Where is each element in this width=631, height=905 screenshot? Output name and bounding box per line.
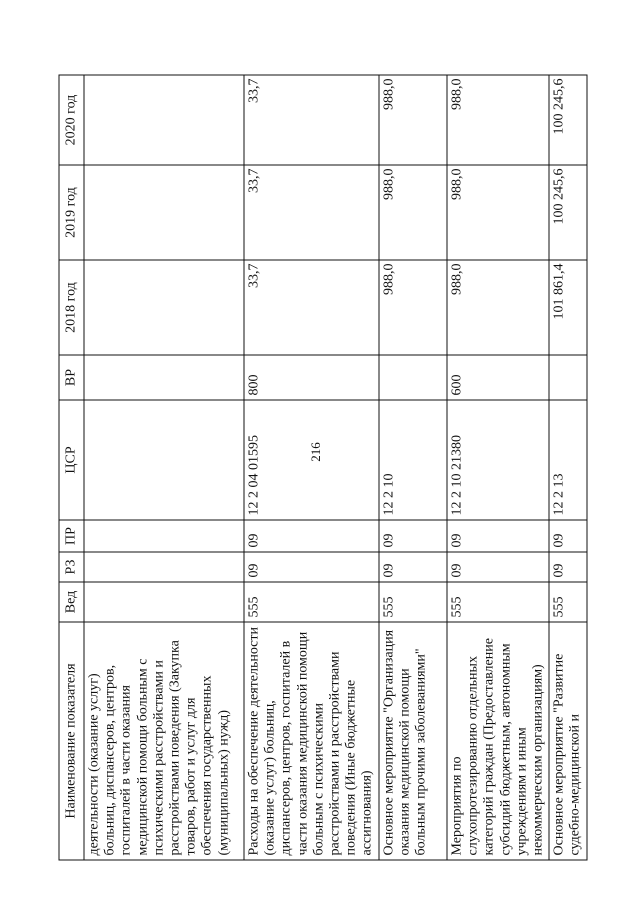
- row-2019: 100 245,6: [549, 165, 586, 260]
- row-vr: [84, 355, 244, 400]
- row-vr: 800: [244, 355, 379, 400]
- row-rz: 09: [549, 552, 586, 582]
- row-2019: 988,0: [379, 165, 447, 260]
- row-name: деятельности (оказание услуг) больниц, диспансеров, центров, госпиталей в части оказания медицинской помощи больным с психическими расстройствами и расстройствами поведения (Закупка товаров, работ и услуг для обеспечения государственных (муниципальных) нужд): [84, 622, 244, 860]
- header-2020: 2020 год: [59, 75, 84, 165]
- row-name: Основное мероприятие "Развитие судебно-медицинской и: [549, 622, 586, 860]
- row-2020: 988,0: [379, 75, 447, 165]
- header-rz: РЗ: [59, 552, 84, 582]
- row-2018: 988,0: [447, 260, 549, 355]
- row-pr: 09: [379, 520, 447, 552]
- row-2019: 988,0: [447, 165, 549, 260]
- header-csr: ЦСР: [59, 400, 84, 520]
- row-2020: 988,0: [447, 75, 549, 165]
- table-header-row: [59, 75, 84, 860]
- row-csr: 12 2 13: [549, 400, 586, 520]
- row-ved: 555: [379, 582, 447, 622]
- budget-table-page: [59, 76, 583, 861]
- row-ved: 555: [549, 582, 586, 622]
- row-2018: 101 861,4: [549, 260, 586, 355]
- row-csr: 12 2 10 21380: [447, 400, 549, 520]
- row-rz: [84, 552, 244, 582]
- budget-table: [59, 75, 588, 861]
- row-2018: 33,7: [244, 260, 379, 355]
- row-2018: [84, 260, 244, 355]
- row-pr: 09: [549, 520, 586, 552]
- table-row: [549, 75, 586, 860]
- header-pr: ПР: [59, 520, 84, 552]
- row-2020: [84, 75, 244, 165]
- row-rz: 09: [244, 552, 379, 582]
- row-csr: [84, 400, 244, 520]
- table-row: [244, 75, 379, 860]
- row-2018: 988,0: [379, 260, 447, 355]
- row-csr: 12 2 04 01595: [244, 400, 379, 520]
- row-name: Расходы на обеспечение деятельности (оказание услуг) больниц, диспансеров, центров, госпиталей в части оказания медицинской помощи больным с психическими расстройствами и расстройствами поведения (Иные бюджетные ассигнования): [244, 622, 379, 860]
- row-2020: 100 245,6: [549, 75, 586, 165]
- row-rz: 09: [447, 552, 549, 582]
- header-2019: 2019 год: [59, 165, 84, 260]
- row-ved: 555: [244, 582, 379, 622]
- row-2019: 33,7: [244, 165, 379, 260]
- row-vr: 600: [447, 355, 549, 400]
- row-rz: 09: [379, 552, 447, 582]
- table-row: [447, 75, 549, 860]
- row-ved: [84, 582, 244, 622]
- header-name: Наименование показателя: [59, 622, 84, 860]
- row-vr: [379, 355, 447, 400]
- table-row: [84, 75, 244, 860]
- row-2020: 33,7: [244, 75, 379, 165]
- row-name: Основное мероприятие "Организация оказания медицинской помощи больным прочими заболеваниями": [379, 622, 447, 860]
- table-row: [379, 75, 447, 860]
- page-number: 216: [307, 442, 323, 462]
- header-2018: 2018 год: [59, 260, 84, 355]
- row-2019: [84, 165, 244, 260]
- header-vr: ВР: [59, 355, 84, 400]
- row-csr: 12 2 10: [379, 400, 447, 520]
- row-name: Мероприятия по слухопротезированию отдельных категорий граждан (Предоставление субсидий бюджетным, автономным учреждениям и иным некоммерческим организациям): [447, 622, 549, 860]
- row-ved: 555: [447, 582, 549, 622]
- row-vr: [549, 355, 586, 400]
- row-pr: [84, 520, 244, 552]
- row-pr: 09: [447, 520, 549, 552]
- row-pr: 09: [244, 520, 379, 552]
- header-ved: Вед: [59, 582, 84, 622]
